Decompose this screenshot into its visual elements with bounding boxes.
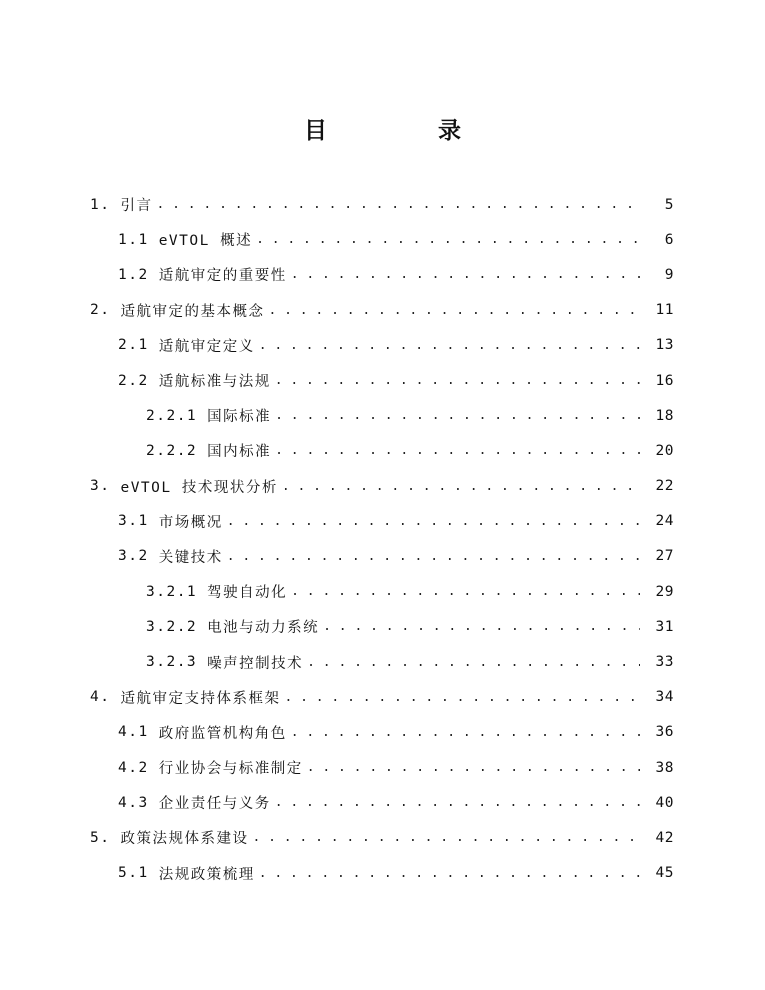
toc-entry-number: 4.3 <box>118 794 149 811</box>
toc-entry-title: 市场概况 <box>158 514 223 531</box>
toc-entry-number: 3.1 <box>118 513 149 530</box>
toc-entry-title: 国内标准 <box>207 444 272 461</box>
toc-entry-number: 5.1 <box>118 865 149 882</box>
toc-entry[interactable] <box>0 644 765 679</box>
toc-entry-number: 3.2 <box>118 548 149 565</box>
toc-page-number: 29 <box>655 583 674 600</box>
toc-entry-title: 电池与动力系统 <box>207 620 320 637</box>
toc-page-number: 11 <box>655 302 674 319</box>
toc-page-number: 13 <box>655 337 674 354</box>
toc-entry[interactable] <box>0 609 765 644</box>
toc-entry[interactable] <box>0 293 765 328</box>
toc-entry-number: 3. <box>90 478 111 495</box>
page-title: 目 录 <box>304 118 505 144</box>
toc-page-number: 24 <box>655 513 674 530</box>
toc-entry[interactable] <box>0 328 765 363</box>
toc-entry[interactable] <box>0 398 765 433</box>
toc-dot-leader <box>307 655 640 670</box>
toc-entry[interactable] <box>0 187 765 222</box>
toc-entry-number: 3.2.1 <box>146 583 198 600</box>
toc-entry-title: 行业协会与标准制定 <box>158 761 303 778</box>
toc-page-number: 31 <box>655 618 674 635</box>
toc-entry[interactable] <box>0 574 765 609</box>
toc-entry-number: 1. <box>90 196 111 213</box>
toc-page-number: 6 <box>664 231 674 248</box>
toc-entry-number: 4.2 <box>118 759 149 776</box>
toc-page-number: 18 <box>655 407 674 424</box>
toc-entry-title: 关键技术 <box>158 549 223 566</box>
toc-page-number: 9 <box>664 266 674 283</box>
toc-entry[interactable] <box>0 750 765 785</box>
toc-entry[interactable] <box>0 257 765 292</box>
table-of-contents <box>0 187 765 891</box>
toc-dot-leader <box>282 479 640 494</box>
toc-entry[interactable] <box>0 363 765 398</box>
toc-dot-leader <box>256 232 640 247</box>
toc-entry-number: 2. <box>90 302 111 319</box>
toc-entry-title: 噪声控制技术 <box>207 655 304 672</box>
toc-dot-leader <box>252 830 640 845</box>
toc-entry[interactable] <box>0 715 765 750</box>
toc-page-number: 38 <box>655 759 674 776</box>
toc-page-number: 5 <box>664 196 674 213</box>
toc-dot-leader <box>284 690 640 705</box>
toc-dot-leader <box>275 443 640 458</box>
toc-dot-leader <box>259 866 640 881</box>
toc-entry-title: 引言 <box>120 198 153 215</box>
toc-dot-leader <box>275 408 640 423</box>
toc-entry-number: 2.2.2 <box>146 442 198 459</box>
toc-page-number: 16 <box>655 372 674 389</box>
toc-dot-leader <box>268 303 640 318</box>
toc-entry-title: 适航标准与法规 <box>158 374 271 391</box>
toc-entry-title: 适航审定定义 <box>158 338 255 355</box>
toc-entry-title: eVTOL 技术现状分析 <box>120 479 278 496</box>
toc-entry-number: 3.2.2 <box>146 618 198 635</box>
toc-entry[interactable] <box>0 856 765 891</box>
toc-entry-title: 适航审定的基本概念 <box>120 303 265 320</box>
toc-dot-leader <box>227 549 640 564</box>
toc-entry-number: 4. <box>90 689 111 706</box>
toc-entry-title: 政策法规体系建设 <box>120 831 249 848</box>
toc-entry-number: 2.1 <box>118 337 149 354</box>
toc-dot-leader <box>323 619 640 634</box>
toc-entry-title: eVTOL 概述 <box>158 233 253 250</box>
toc-dot-leader <box>307 760 640 775</box>
toc-page-number: 27 <box>655 548 674 565</box>
toc-page-number: 40 <box>655 794 674 811</box>
toc-entry-title: 国际标准 <box>207 409 272 426</box>
toc-dot-leader <box>259 338 640 353</box>
toc-dot-leader <box>291 267 640 282</box>
toc-entry[interactable] <box>0 539 765 574</box>
toc-page-number: 22 <box>655 478 674 495</box>
toc-entry-title: 驾驶自动化 <box>207 585 288 602</box>
toc-entry-title: 适航审定支持体系框架 <box>120 690 281 707</box>
toc-dot-leader <box>275 373 640 388</box>
toc-entry-title: 政府监管机构角色 <box>158 725 287 742</box>
toc-page-number: 45 <box>655 865 674 882</box>
toc-dot-leader <box>156 197 640 212</box>
toc-entry-number: 3.2.3 <box>146 654 198 671</box>
toc-entry[interactable] <box>0 469 765 504</box>
toc-entry-number: 1.2 <box>118 266 149 283</box>
toc-entry[interactable] <box>0 504 765 539</box>
toc-entry[interactable] <box>0 820 765 855</box>
toc-page-number: 34 <box>655 689 674 706</box>
toc-entry-title: 适航审定的重要性 <box>158 268 287 285</box>
toc-entry[interactable] <box>0 785 765 820</box>
toc-entry-number: 4.1 <box>118 724 149 741</box>
toc-page-number: 36 <box>655 724 674 741</box>
toc-entry[interactable] <box>0 222 765 257</box>
toc-entry-title: 法规政策梳理 <box>158 866 255 883</box>
toc-entry-number: 2.2.1 <box>146 407 198 424</box>
toc-entry[interactable] <box>0 433 765 468</box>
toc-dot-leader <box>291 584 640 599</box>
toc-entry[interactable] <box>0 680 765 715</box>
toc-entry-number: 1.1 <box>118 231 149 248</box>
toc-page-number: 33 <box>655 654 674 671</box>
toc-entry-title: 企业责任与义务 <box>158 796 271 813</box>
toc-dot-leader <box>275 795 640 810</box>
toc-entry-number: 5. <box>90 829 111 846</box>
toc-page-number: 20 <box>655 442 674 459</box>
toc-dot-leader <box>227 514 640 529</box>
toc-entry-number: 2.2 <box>118 372 149 389</box>
toc-page-number: 42 <box>655 829 674 846</box>
toc-dot-leader <box>291 725 640 740</box>
